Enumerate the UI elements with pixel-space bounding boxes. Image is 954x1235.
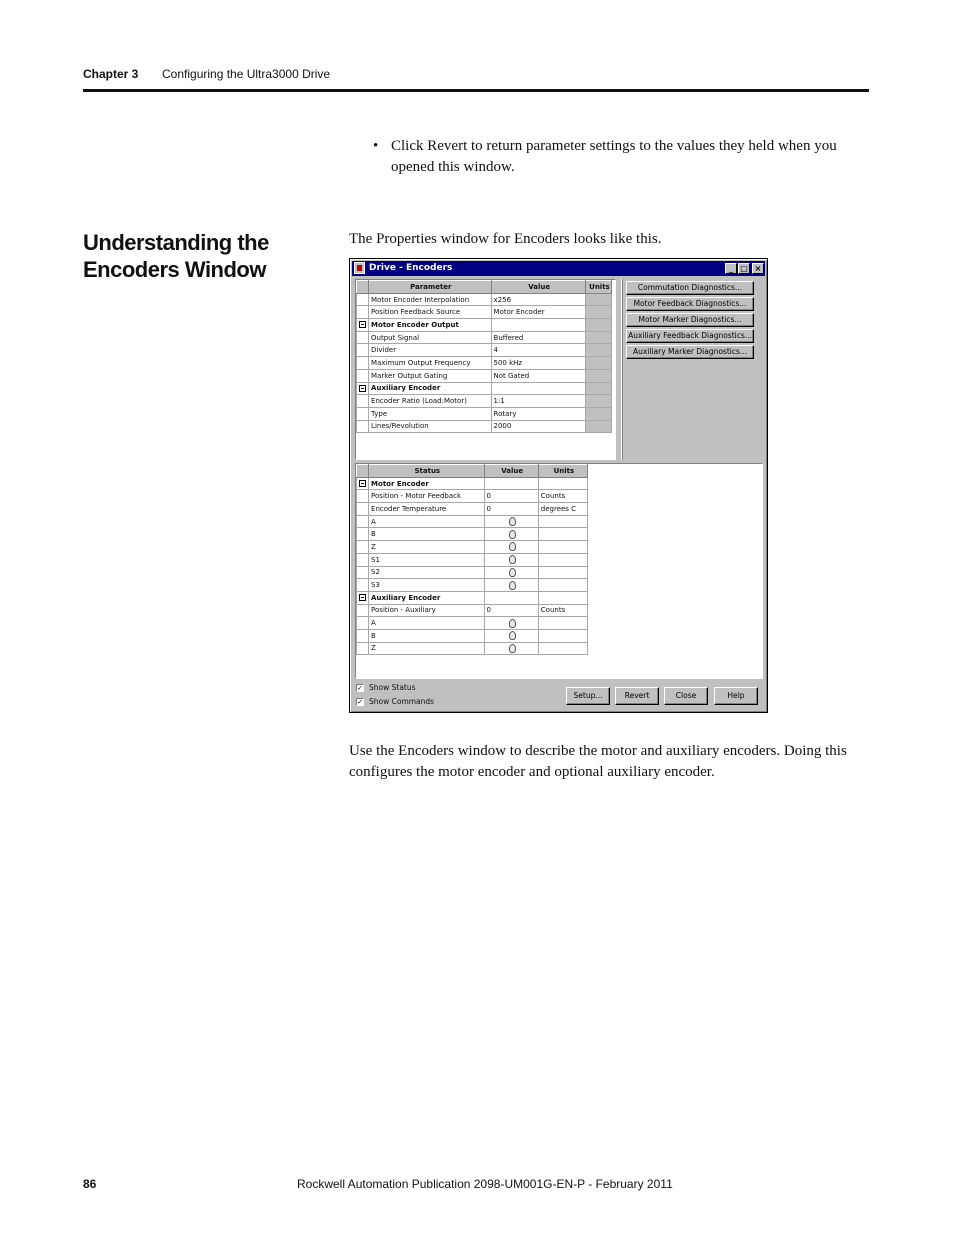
diagnostic-button-4[interactable]: Auxiliary Feedback Diagnostics...: [626, 329, 754, 343]
encoders-window: [349, 258, 768, 713]
status-value: [484, 541, 538, 554]
status-expand-header: [357, 465, 369, 478]
parameter-row[interactable]: [357, 407, 612, 420]
status-label: Auxiliary Encoder: [369, 591, 485, 604]
status-value: [484, 528, 538, 541]
parameter-value[interactable]: 1:1: [491, 395, 585, 408]
status-panel: [355, 463, 763, 679]
minus-box-icon[interactable]: [359, 385, 366, 392]
parameter-header[interactable]: Parameter: [369, 281, 491, 294]
title-bar[interactable]: [352, 261, 765, 276]
parameter-row[interactable]: [357, 306, 612, 319]
parameter-value[interactable]: Buffered: [491, 331, 585, 344]
status-row[interactable]: [357, 642, 588, 655]
parameter-group-row[interactable]: [357, 382, 612, 395]
parameter-row[interactable]: [357, 369, 612, 382]
parameter-units: [585, 395, 611, 408]
row-indent: [357, 541, 369, 554]
status-label: S1: [369, 553, 485, 566]
parameter-label: Type: [369, 407, 491, 420]
maximize-button[interactable]: □: [738, 263, 750, 274]
status-row[interactable]: [357, 579, 588, 592]
status-row[interactable]: [357, 490, 588, 503]
status-group-row[interactable]: [357, 477, 588, 490]
section-heading: Understanding the Encoders Window: [83, 230, 269, 282]
window-title: Drive - Encoders: [369, 263, 453, 273]
page-number: 86: [83, 1177, 97, 1191]
status-value: [484, 617, 538, 630]
description-text: Use the Encoders window to describe the motor and auxiliary encoders. Doing this configures the motor encoder and optional auxiliary encoder.: [349, 743, 847, 780]
status-units: [538, 629, 587, 642]
parameter-units: [585, 369, 611, 382]
status-value: [484, 642, 538, 655]
indicator-led-icon: [509, 555, 516, 564]
parameter-row[interactable]: [357, 420, 612, 433]
status-units: Counts: [538, 604, 587, 617]
row-indent: [357, 629, 369, 642]
indicator-led-icon: [509, 581, 516, 590]
status-group-row[interactable]: [357, 591, 588, 604]
app-icon[interactable]: [354, 262, 365, 274]
parameter-row[interactable]: [357, 395, 612, 408]
status-row[interactable]: [357, 503, 588, 516]
minus-box-icon[interactable]: [359, 480, 366, 487]
status-header[interactable]: Status: [369, 465, 485, 478]
status-units: [538, 553, 587, 566]
parameter-label: Lines/Revolution: [369, 420, 491, 433]
show-status-label: Show Status: [369, 683, 416, 692]
help-button[interactable]: Help: [714, 687, 758, 705]
param-expand-header: [357, 281, 369, 294]
indicator-led-icon: [509, 631, 516, 640]
diagnostic-button-3[interactable]: Motor Marker Diagnostics...: [626, 313, 754, 327]
parameter-row[interactable]: [357, 357, 612, 370]
parameter-value[interactable]: 2000: [491, 420, 585, 433]
status-units: degrees C: [538, 503, 587, 516]
status-label: S2: [369, 566, 485, 579]
parameter-table: [356, 280, 612, 433]
header-rule: [83, 89, 869, 92]
parameter-value[interactable]: Not Gated: [491, 369, 585, 382]
value-header[interactable]: Value: [491, 281, 585, 294]
status-value: 0: [484, 490, 538, 503]
status-units: [538, 579, 587, 592]
status-value-header[interactable]: Value: [484, 465, 538, 478]
parameter-label: Motor Encoder Output: [369, 319, 491, 332]
status-units: [538, 477, 587, 490]
diagnostics-panel: [622, 279, 761, 460]
parameter-row[interactable]: [357, 344, 612, 357]
status-label: A: [369, 515, 485, 528]
status-units: [538, 515, 587, 528]
status-units-header[interactable]: Units: [538, 465, 587, 478]
status-units: Counts: [538, 490, 587, 503]
parameter-units: [585, 420, 611, 433]
row-indent: [357, 604, 369, 617]
minimize-button[interactable]: _: [725, 263, 737, 274]
row-indent: [357, 420, 369, 433]
parameter-panel: [355, 279, 616, 460]
indicator-led-icon: [509, 530, 516, 539]
status-value: [484, 629, 538, 642]
row-indent: [357, 515, 369, 528]
chapter-label: Chapter 3: [83, 67, 139, 81]
row-indent: [357, 553, 369, 566]
row-indent: [357, 369, 369, 382]
collapse-toggle[interactable]: [357, 382, 369, 395]
row-indent: [357, 528, 369, 541]
status-value: [484, 579, 538, 592]
parameter-units: [585, 344, 611, 357]
status-units: [538, 566, 587, 579]
parameter-label: Position Feedback Source: [369, 306, 491, 319]
diagnostic-button-5[interactable]: Auxiliary Marker Diagnostics...: [626, 345, 754, 359]
parameter-row[interactable]: [357, 331, 612, 344]
setup-button[interactable]: Setup...: [566, 687, 610, 705]
status-units: [538, 528, 587, 541]
status-label: Motor Encoder: [369, 477, 485, 490]
status-units: [538, 541, 587, 554]
parameter-group-row[interactable]: [357, 319, 612, 332]
parameter-value[interactable]: 500 kHz: [491, 357, 585, 370]
row-indent: [357, 293, 369, 306]
row-indent: [357, 331, 369, 344]
show-status-checkbox[interactable]: ✓: [357, 684, 363, 692]
parameter-label: Divider: [369, 344, 491, 357]
status-value: [484, 515, 538, 528]
parameter-units: [585, 407, 611, 420]
parameter-label: Encoder Ratio (Load:Motor): [369, 395, 491, 408]
show-commands-checkbox[interactable]: ✓: [357, 698, 363, 706]
row-indent: [357, 566, 369, 579]
intro-text: The Properties window for Encoders looks like this.: [349, 231, 662, 247]
parameter-label: Auxiliary Encoder: [369, 382, 491, 395]
status-row[interactable]: [357, 617, 588, 630]
status-label: S3: [369, 579, 485, 592]
row-indent: [357, 357, 369, 370]
parameter-value[interactable]: 4: [491, 344, 585, 357]
row-indent: [357, 344, 369, 357]
status-value: [484, 566, 538, 579]
parameter-units: [585, 319, 611, 332]
row-indent: [357, 503, 369, 516]
status-label: Position - Motor Feedback: [369, 490, 485, 503]
publication-info: Rockwell Automation Publication 2098-UM001G-EN-P - February 2011: [297, 1177, 673, 1191]
chapter-title: Configuring the Ultra3000 Drive: [162, 67, 331, 81]
status-label: Z: [369, 642, 485, 655]
status-row[interactable]: [357, 629, 588, 642]
indicator-led-icon: [509, 619, 516, 628]
status-row[interactable]: [357, 515, 588, 528]
show-commands-label: Show Commands: [369, 697, 435, 706]
parameter-units: [585, 331, 611, 344]
status-label: Z: [369, 541, 485, 554]
parameter-value[interactable]: Motor Encoder: [491, 306, 585, 319]
status-label: B: [369, 528, 485, 541]
status-row[interactable]: [357, 604, 588, 617]
parameter-label: Maximum Output Frequency: [369, 357, 491, 370]
indicator-led-icon: [509, 568, 516, 577]
status-table: [356, 464, 588, 655]
collapse-toggle[interactable]: [357, 591, 369, 604]
status-row[interactable]: [357, 566, 588, 579]
bullet-marker: •: [373, 138, 379, 154]
row-indent: [357, 490, 369, 503]
parameter-value: [491, 382, 585, 395]
status-row[interactable]: [357, 541, 588, 554]
diagnostic-button-2[interactable]: Motor Feedback Diagnostics...: [626, 297, 754, 311]
parameter-label: Marker Output Gating: [369, 369, 491, 382]
parameter-units: [585, 306, 611, 319]
status-value: 0: [484, 604, 538, 617]
parameter-value[interactable]: Rotary: [491, 407, 585, 420]
status-units: [538, 642, 587, 655]
status-value: [484, 477, 538, 490]
status-label: Encoder Temperature: [369, 503, 485, 516]
collapse-toggle[interactable]: [357, 477, 369, 490]
parameter-units: [585, 293, 611, 306]
status-label: B: [369, 629, 485, 642]
indicator-led-icon: [509, 517, 516, 526]
units-header[interactable]: Units: [585, 281, 611, 294]
close-window-button[interactable]: ×: [752, 263, 764, 274]
parameter-row[interactable]: [357, 293, 612, 306]
row-indent: [357, 395, 369, 408]
parameter-label: Output Signal: [369, 331, 491, 344]
status-value: [484, 553, 538, 566]
row-indent: [357, 617, 369, 630]
revert-button[interactable]: Revert: [615, 687, 659, 705]
collapse-toggle[interactable]: [357, 319, 369, 332]
row-indent: [357, 407, 369, 420]
status-value: 0: [484, 503, 538, 516]
bullet-text: Click Revert to return parameter settings to the values they held when you opened this window.: [391, 138, 837, 175]
status-row[interactable]: [357, 553, 588, 566]
parameter-label: Motor Encoder Interpolation: [369, 293, 491, 306]
indicator-led-icon: [509, 644, 516, 653]
parameter-value: [491, 319, 585, 332]
indicator-led-icon: [509, 542, 516, 551]
status-label: A: [369, 617, 485, 630]
close-button[interactable]: Close: [664, 687, 708, 705]
minus-box-icon[interactable]: [359, 321, 366, 328]
diagnostic-button-1[interactable]: Commutation Diagnostics...: [626, 281, 754, 295]
status-units: [538, 617, 587, 630]
row-indent: [357, 642, 369, 655]
status-units: [538, 591, 587, 604]
minus-box-icon[interactable]: [359, 594, 366, 601]
parameter-units: [585, 357, 611, 370]
row-indent: [357, 579, 369, 592]
status-label: Position - Auxiliary: [369, 604, 485, 617]
row-indent: [357, 306, 369, 319]
parameter-units: [585, 382, 611, 395]
status-value: [484, 591, 538, 604]
status-row[interactable]: [357, 528, 588, 541]
parameter-value[interactable]: x256: [491, 293, 585, 306]
